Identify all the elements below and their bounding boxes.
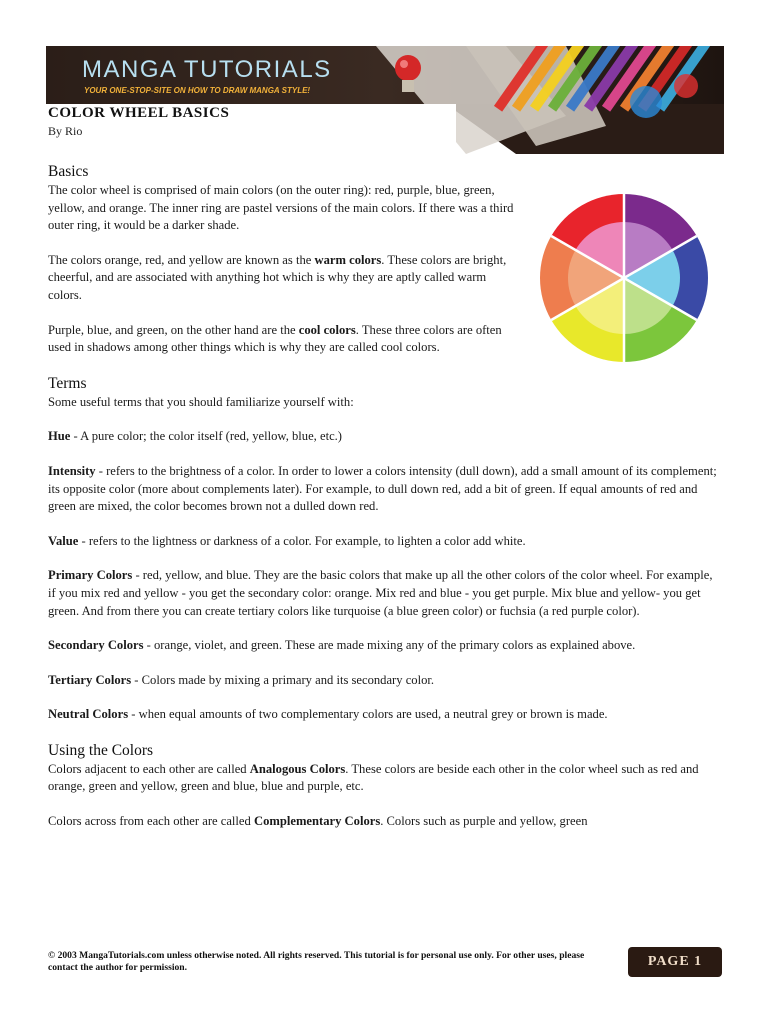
warm-colors-term: warm colors bbox=[314, 252, 382, 267]
terms-intro: Some useful terms that you should familiarize yourself with: bbox=[48, 394, 354, 409]
basics-paragraph-2: The colors orange, red, and yellow are known as the warm colors. These colors are bright, cheerful, and are associated with anything hot which is why they are aptly called warm colors. bbox=[48, 252, 507, 302]
term-primary-colors: Primary Colors - red, yellow, and blue. They are the basic colors that make up all the other colors of the color wheel. For example, if you mix red and yellow - you get the secondary color: orange. Mix red and blue - you get purple. Mix blue and yellow- you get green. And from there you can create tertiary colors like turquoise (a blue green color) or fuchsia (a red purple color). bbox=[48, 568, 713, 618]
section-heading-using-colors: Using the Colors bbox=[48, 741, 154, 759]
basics-paragraph-3: Purple, blue, and green, on the other hand are the cool colors. These three colors are often used in shadows among other things which is why they are called cool colors. bbox=[48, 322, 502, 355]
section-heading-basics: Basics bbox=[48, 163, 89, 180]
basics-paragraph-1: The color wheel is comprised of main colors (on the outer ring): red, purple, blue, green, yellow, and orange. The inner ring are pastel versions of the main colors. If there was a third outer ring, it would be a darker shade. bbox=[48, 183, 514, 233]
copyright-notice: © 2003 MangaTutorials.com unless otherwise noted. All rights reserved. This tutorial is for personal use only. For other uses, please contact the author for permission. bbox=[48, 950, 585, 973]
term-intensity: Intensity - refers to the brightness of a color. In order to lower a colors intensity (dull down), add a small amount of its complement; its opposite color (more about complements later). For example, to dull down red, add a bit of green. If equal amounts of red and green are mixed, the color becomes brown not a dulled down red. bbox=[48, 463, 717, 514]
brand-logo: MANGA TUTORIALS bbox=[82, 56, 332, 83]
page-number-badge: PAGE 1 bbox=[628, 947, 722, 977]
term-hue: Hue - A pure color; the color itself (red, yellow, blue, etc.) bbox=[48, 429, 342, 444]
section-heading-terms: Terms bbox=[48, 374, 87, 392]
brand-tagline: YOUR ONE-STOP-SITE ON HOW TO DRAW MANGA STYLE! bbox=[84, 86, 311, 95]
document-title: COLOR WHEEL BASICS bbox=[48, 105, 230, 121]
term-tertiary-colors: Tertiary Colors - Colors made by mixing a primary and its secondary color. bbox=[48, 672, 435, 687]
term-value: Value - refers to the lightness or darkness of a color. For example, to lighten a color add white. bbox=[48, 533, 526, 548]
term-neutral-colors: Neutral Colors - when equal amounts of two complementary colors are used, a neutral grey or brown is made. bbox=[48, 707, 608, 722]
complementary-colors-term: Complementary Colors bbox=[253, 814, 381, 829]
using-paragraph-1: Colors adjacent to each other are called Analogous Colors. These colors are beside each other in the color wheel such as red and orange, green and yellow, green and blue, blue and purple, etc. bbox=[48, 761, 699, 794]
main-content bbox=[48, 162, 720, 848]
term-secondary-colors: Secondary Colors - orange, violet, and green. These are made mixing any of the primary colors as explained above. bbox=[48, 638, 636, 653]
using-paragraph-2: Colors across from each other are called Complementary Colors. Colors such as purple and yellow, green bbox=[48, 814, 588, 829]
document-author: By Rio bbox=[48, 124, 83, 138]
analogous-colors-term: Analogous Colors bbox=[249, 761, 346, 776]
cool-colors-term: cool colors bbox=[298, 322, 356, 337]
